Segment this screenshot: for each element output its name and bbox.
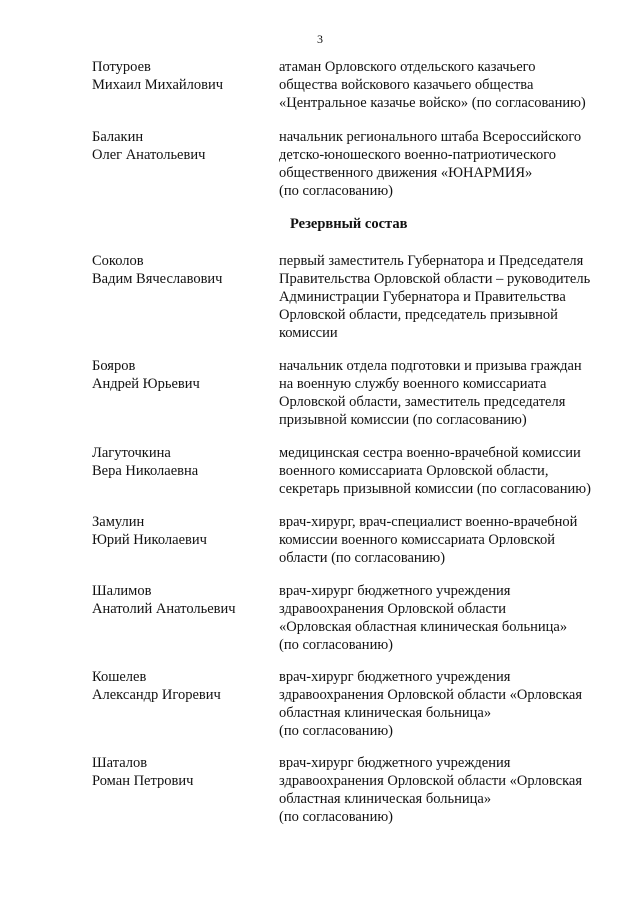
page-number: 3 [317,32,323,46]
role-line: врач-хирург бюджетного учреждения [279,669,511,685]
role-line: здравоохранения Орловской области «Орловская [279,687,583,703]
role-line: врач-хирург, врач-специалист военно-врачебной [279,514,578,530]
role-line: областная клиническая больница» [279,705,492,721]
role-line: медицинская сестра военно-врачебной комиссии [279,445,581,461]
role-line: (по согласованию) [279,809,393,825]
role-line: (по согласованию) [279,637,393,653]
member-given-names: Олег Анатольевич [92,147,206,163]
member-surname: Потуроев [92,59,151,75]
role-line: Орловской области, заместитель председателя [279,394,566,410]
member-surname: Бояров [92,358,136,374]
member-name [92,513,272,549]
role-line: Администрации Губернатора и Правительства [279,289,566,305]
member-given-names: Юрий Николаевич [92,532,207,548]
role-line: (по согласованию) [279,183,393,199]
member-given-names: Александр Игоревич [92,687,221,703]
role-line: начальник отдела подготовки и призыва граждан [279,358,582,374]
member-role [279,582,614,654]
role-line: детско-юношеского военно-патриотического [279,147,557,163]
member-surname: Соколов [92,253,144,269]
role-line: области (по согласованию) [279,550,446,566]
role-line: общественного движения «ЮНАРМИЯ» [279,165,533,181]
role-line: секретарь призывной комиссии (по согласованию) [279,481,591,497]
member-surname: Балакин [92,129,144,145]
role-line: областная клиническая больница» [279,791,492,807]
member-role [279,754,614,826]
member-surname: Кошелев [92,669,147,685]
member-surname: Лагуточкина [92,445,171,461]
role-line: на военную службу военного комиссариата [279,376,547,392]
member-given-names: Роман Петрович [92,773,194,789]
role-line: «Центральное казачье войско» (по согласованию) [279,95,586,111]
member-name [92,58,272,94]
member-role [279,128,614,200]
member-role [279,357,614,429]
member-given-names: Андрей Юрьевич [92,376,200,392]
member-role [279,252,614,342]
role-line: Правительства Орловской области – руководитель [279,271,591,287]
member-role [279,58,614,112]
member-surname: Шаталов [92,755,148,771]
member-role [279,513,614,567]
member-name [92,582,272,618]
member-given-names: Анатолий Анатольевич [92,601,236,617]
role-line: комиссии военного комиссариата Орловской [279,532,555,548]
role-line: здравоохранения Орловской области «Орловская [279,773,583,789]
member-given-names: Вера Николаевна [92,463,199,479]
role-line: военного комиссариата Орловской области, [279,463,549,479]
member-surname: Шалимов [92,583,152,599]
role-line: призывной комиссии (по согласованию) [279,412,527,428]
role-line: атаман Орловского отдельского казачьего [279,59,536,75]
member-name [92,444,272,480]
role-line: общества войскового казачьего общества [279,77,534,93]
role-line: начальник регионального штаба Всероссийского [279,129,582,145]
role-line: здравоохранения Орловской области [279,601,506,617]
section-title: Резервный состав [290,216,408,232]
role-line: «Орловская областная клиническая больница» [279,619,568,635]
member-surname: Замулин [92,514,145,530]
role-line: Орловской области, председатель призывной [279,307,558,323]
role-line: (по согласованию) [279,723,393,739]
role-line: комиссии [279,325,338,341]
role-line: врач-хирург бюджетного учреждения [279,755,511,771]
role-line: первый заместитель Губернатора и Председателя [279,253,584,269]
member-role [279,668,614,740]
role-line: врач-хирург бюджетного учреждения [279,583,511,599]
member-role [279,444,614,498]
member-given-names: Вадим Вячеславович [92,271,223,287]
member-name [92,357,272,393]
member-name [92,754,272,790]
member-given-names: Михаил Михайлович [92,77,224,93]
member-name [92,252,272,288]
member-name [92,128,272,164]
member-name [92,668,272,704]
